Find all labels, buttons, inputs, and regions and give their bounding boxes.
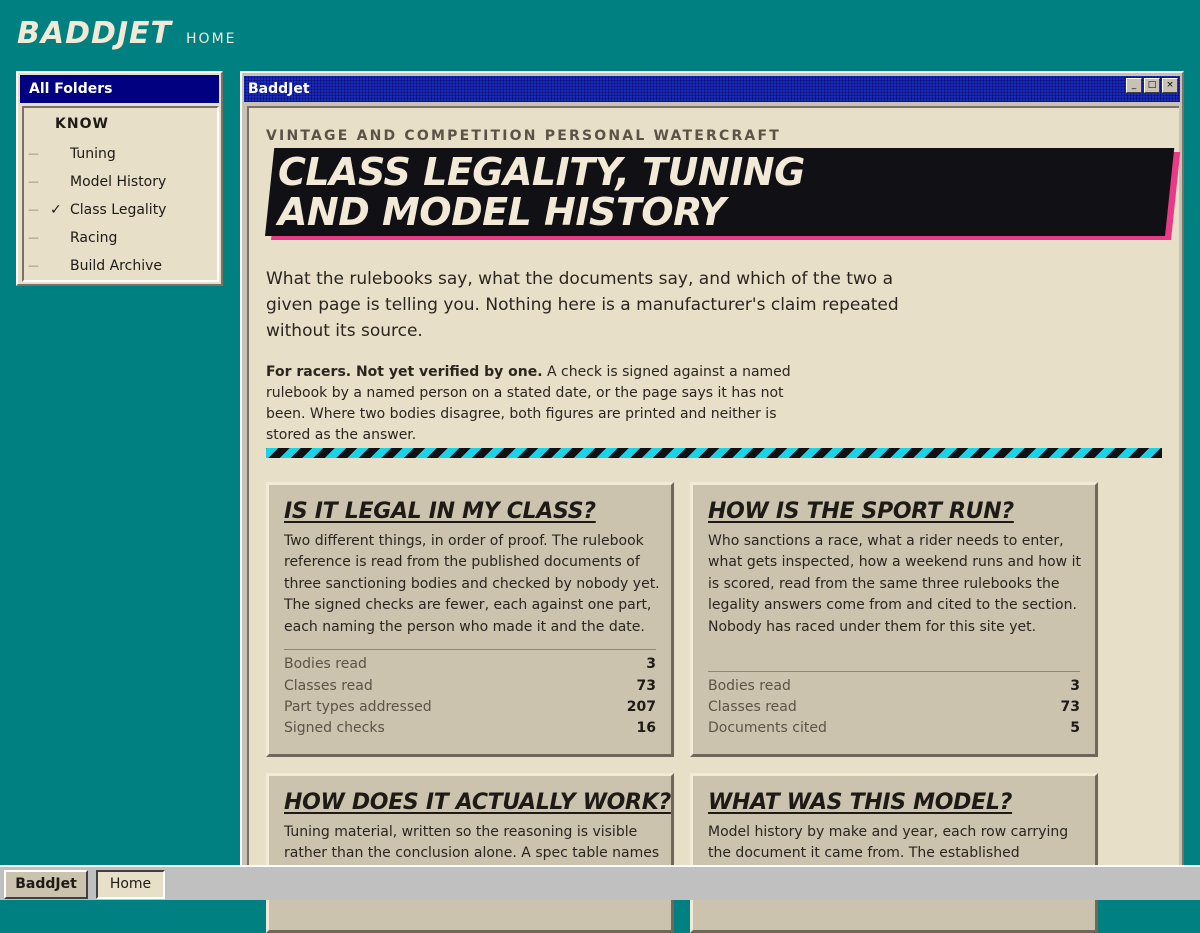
- page-title: [278, 152, 805, 232]
- card-description: Model history by make and year, each row carrying the document it came from. The established: [708, 824, 1069, 862]
- card-description: Who sanctions a race, what a rider needs to enter, what gets inspected, how a weekend runs and how it is scored, read from the same three rulebooks the legality answers come from and cited to the section. Nobody has raced under them for this site yet.: [708, 533, 1081, 635]
- stat-label: Signed checks: [284, 720, 385, 736]
- stat-label: Part types addressed: [284, 699, 432, 715]
- stat-value: 73: [1060, 699, 1080, 715]
- folder-section-heading: KNOW: [55, 116, 109, 132]
- stat-label: Bodies read: [284, 656, 367, 672]
- sidebar-item-racing[interactable]: [28, 226, 218, 250]
- sidebar-item-class-legality[interactable]: [28, 198, 218, 222]
- minimize-button[interactable]: _: [1126, 78, 1142, 93]
- stat-label: Bodies read: [708, 678, 791, 694]
- card-class-legality[interactable]: [266, 482, 674, 757]
- folders-panel-title: All Folders: [20, 75, 219, 103]
- card-stat: [284, 697, 656, 718]
- card-model-history[interactable]: [690, 773, 1098, 933]
- page-title-line-1: CLASS LEGALITY, TUNING: [278, 150, 805, 194]
- window-title: BaddJet: [248, 81, 310, 97]
- taskbar: [0, 865, 1200, 900]
- card-how-it-works[interactable]: [266, 773, 674, 933]
- tree-dash: —: [28, 231, 39, 244]
- stat-label: Documents cited: [708, 720, 827, 736]
- card-stat: [284, 676, 656, 697]
- page-note: [266, 362, 806, 446]
- tree-dash: —: [28, 259, 39, 272]
- card-divider: [708, 671, 1080, 672]
- site-brand: [17, 16, 237, 51]
- sidebar-item-tuning[interactable]: [28, 142, 218, 166]
- taskbar-app-button[interactable]: BaddJet: [4, 870, 88, 899]
- window-content[interactable]: [247, 106, 1179, 869]
- card-stat: [708, 697, 1080, 718]
- card-stat: [284, 654, 656, 675]
- stat-value: 5: [1070, 720, 1080, 736]
- sidebar-item-label: Tuning: [70, 146, 116, 162]
- card-stat: [708, 676, 1080, 697]
- folders-list: [22, 106, 219, 282]
- stat-label: Classes read: [708, 699, 797, 715]
- card-title[interactable]: HOW IS THE SPORT RUN?: [708, 499, 1014, 524]
- card-title[interactable]: IS IT LEGAL IN MY CLASS?: [284, 499, 596, 524]
- card-divider: [284, 649, 656, 650]
- card-description: Tuning material, written so the reasoning is visible rather than the conclusion alone. A spec table names: [284, 824, 660, 862]
- stat-label: Classes read: [284, 678, 373, 694]
- stat-value: 73: [636, 678, 656, 694]
- tree-dash: —: [28, 147, 39, 160]
- window-controls: [1126, 78, 1178, 93]
- window-title-bar[interactable]: [244, 76, 1180, 102]
- stat-value: 3: [1070, 678, 1080, 694]
- page-title-line-2: AND MODEL HISTORY: [278, 190, 726, 234]
- card-stat: [708, 718, 1080, 739]
- stat-value: 16: [636, 720, 656, 736]
- main-window: [240, 71, 1184, 871]
- card-sport-run[interactable]: [690, 482, 1098, 757]
- card-stat: [284, 718, 656, 739]
- sidebar-item-build-archive[interactable]: [28, 254, 218, 278]
- folders-panel: [16, 71, 223, 286]
- tree-dash: —: [28, 203, 39, 216]
- page-lede: What the rulebooks say, what the documents say, and which of the two a given page is telling you. Nothing here is a manufacturer's claim repeated without its source.: [266, 269, 899, 341]
- sidebar-item-label: Class Legality: [70, 202, 167, 218]
- stat-value: 3: [646, 656, 656, 672]
- hazard-stripe-divider: [266, 448, 1162, 458]
- card-title[interactable]: HOW DOES IT ACTUALLY WORK?: [284, 790, 671, 815]
- check-icon: ✓: [50, 202, 62, 218]
- page-note-text: A check is signed against a named rulebook by a named person on a stated date, or the page says it has not been. Where two bodies disagree, both figures are printed and neither is stored as the answer.: [266, 364, 791, 443]
- card-title[interactable]: WHAT WAS THIS MODEL?: [708, 790, 1013, 815]
- page-eyebrow: VINTAGE AND COMPETITION PERSONAL WATERCRAFT: [266, 128, 781, 144]
- sidebar-item-label: Model History: [70, 174, 167, 190]
- maximize-button[interactable]: □: [1144, 78, 1160, 93]
- page-note-bold: For racers. Not yet verified by one.: [266, 364, 543, 380]
- tree-dash: —: [28, 175, 39, 188]
- sidebar-item-model-history[interactable]: [28, 170, 218, 194]
- sidebar-item-label: Build Archive: [70, 258, 162, 274]
- stat-value: 207: [626, 699, 656, 715]
- brand-logo[interactable]: BADDJET: [17, 16, 173, 51]
- close-button[interactable]: ×: [1162, 78, 1178, 93]
- card-description: Two different things, in order of proof. The rulebook reference is read from the published documents of three sanctioning bodies and checked by nobody yet. The signed checks are fewer, each against one part, each naming the person who made it and the date.: [284, 533, 660, 635]
- sidebar-item-label: Racing: [70, 230, 118, 246]
- taskbar-home-button[interactable]: Home: [96, 870, 165, 899]
- home-link[interactable]: HOME: [186, 31, 237, 47]
